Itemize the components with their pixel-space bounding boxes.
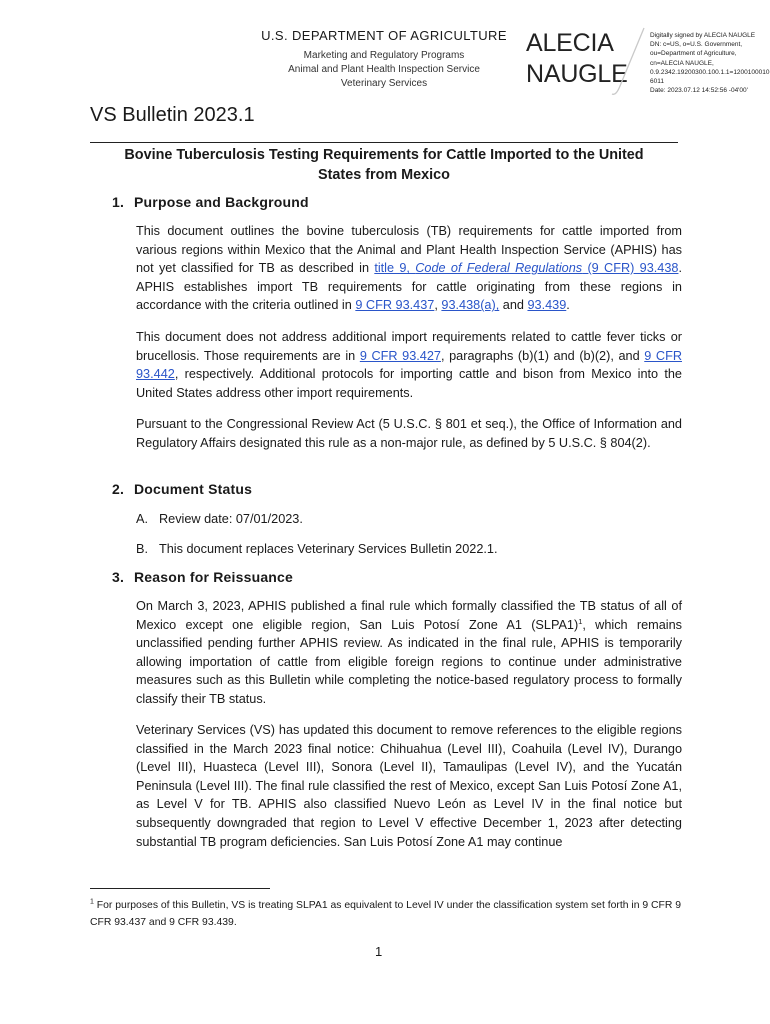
footnote — [90, 898, 682, 931]
section-heading — [112, 194, 309, 210]
digital-signature-block[interactable] — [650, 31, 770, 95]
paragraph-text: , — [434, 298, 442, 313]
signer-last-name: NAUGLE — [526, 60, 628, 88]
document-title-line: Bovine Tuberculosis Testing Requirements for Cattle Imported to the United — [124, 147, 644, 163]
agency-line: Marketing and Regulatory Programs — [303, 50, 465, 61]
paragraph-text: This document outlines the bovine tuberculosis (TB) requirements for cattle imported from various regions within Mexico that the Animal and Plant Health Inspection Service (APHIS) has not yet classified for TB as described in — [136, 224, 682, 276]
paragraph — [136, 328, 682, 402]
paragraph-text: , which remains unclassified pending further APHIS review. As indicated in the final rule, APHIS is temporarily allowing importation of cattle from eligible foreign regions to continue under administrative measures such as this Bulletin while completing the notice-based regulatory process to formally classify their TB status. — [136, 617, 683, 706]
cfr-93-438a-link[interactable]: 93.438(a), — [441, 298, 500, 313]
signature-line: cn=ALECIA NAUGLE, — [650, 59, 714, 67]
cfr-93-439-link[interactable]: 93.439 — [527, 298, 567, 313]
paragraph-text: . — [566, 298, 570, 313]
title-divider — [90, 142, 678, 143]
section-heading-text: Document Status — [134, 481, 253, 497]
signature-stroke-icon — [606, 26, 650, 98]
document-title — [90, 146, 678, 185]
paragraph: Veterinary Services (VS) has updated this document to remove references to the eligible regions classified in the March 2023 final notice: Chihuahua (Level III), Coahuila (Level IV), Durango (Level III), Huasteca (Level III), Sonora (Level II), Tamaulipas (Level IV), and the Yucatán Peninsula (Level III). The final rule classified the rest of Mexico, except San Luis Potosí Zone A1, as Level V for TB. APHIS also classified Nuevo León as Level IV in the final notice but subsequently downgraded that region to Level V effective December 1, 2023 after detecting substantial TB program deficiencies. San Luis Potosí Zone A1 may continue — [136, 723, 682, 849]
paragraph-text: This document does not address additional import requirements related to cattle fever ticks or brucellosis. Those requirements are in — [136, 330, 682, 363]
footnote-text: For purposes of this Bulletin, VS is treating SLPA1 as equivalent to Level IV under the classification system set forth in 9 CFR 9 CFR 93.437 and 9 CFR 93.439. — [90, 900, 682, 928]
footnote-reference[interactable]: 1 — [578, 616, 583, 626]
agency-line: Animal and Plant Health Inspection Service — [288, 64, 480, 75]
list-item — [136, 510, 303, 528]
signature-line: 6011 — [650, 78, 664, 86]
list-item — [136, 540, 498, 558]
section-heading — [112, 569, 293, 585]
cfr-93-427-link[interactable]: 9 CFR 93.427 — [359, 348, 441, 363]
signature-line: Digitally signed by ALECIA NAUGLE — [650, 32, 756, 39]
cfr-93-442-link[interactable]: 9 CFR 93.442 — [136, 348, 682, 382]
section-number: 2. — [112, 481, 125, 497]
signature-line: ou=Department of Agriculture, — [650, 50, 737, 58]
signature-line: Date: 2023.07.12 14:52:56 -04'00' — [650, 87, 748, 95]
document-title-line: States from Mexico — [318, 166, 450, 183]
paragraph-text: , paragraphs (b)(1) and (b)(2), and — [440, 348, 645, 363]
list-label: A. — [136, 512, 148, 526]
list-text: Review date: 07/01/2023. — [159, 512, 303, 526]
paragraph — [136, 597, 682, 709]
section-heading-text: Reason for Reissuance — [134, 569, 294, 585]
paragraph-text: . APHIS establishes import TB requirements for cattle originating from these regions in accordance with the criteria outlined in — [136, 261, 682, 313]
department-name: U.S. DEPARTMENT OF AGRICULTURE — [261, 28, 507, 43]
agency-header — [250, 28, 518, 91]
section-number: 1. — [112, 194, 125, 210]
section-number: 3. — [112, 569, 125, 585]
signature-line: 0.9.2342.19200300.100.1.1=1200100010 — [650, 68, 770, 76]
signature-line: DN: c=US, o=U.S. Government, — [650, 41, 743, 49]
agency-line: Veterinary Services — [340, 78, 428, 89]
footnote-divider — [90, 888, 270, 889]
paragraph-text: , respectively. Additional protocols for importing cattle and bison from Mexico into the United States address other import requirements. — [136, 367, 682, 400]
signer-first-name: ALECIA — [526, 29, 614, 57]
paragraph — [136, 222, 682, 315]
bulletin-title: VS Bulletin 2023.1 — [90, 104, 255, 126]
footnote-marker: 1 — [90, 898, 94, 906]
list-text: This document replaces Veterinary Services Bulletin 2022.1. — [159, 542, 498, 556]
paragraph-text: On March 3, 2023, APHIS published a final rule which formally classified the TB status of all of Mexico except one eligible region, San Luis Potosí Zone A1 (SLPA1) — [136, 599, 682, 632]
paragraph: Pursuant to the Congressional Review Act (5 U.S.C. § 801 et seq.), the Office of Information and Regulatory Affairs designated this rule as a non-major rule, as defined by 5 U.S.C. § 804(2). — [136, 417, 682, 450]
section-heading-text: Purpose and Background — [134, 194, 309, 210]
paragraph-text: and — [499, 298, 528, 313]
page-number: 1 — [375, 944, 383, 959]
cfr-93-437-link[interactable]: 9 CFR 93.437 — [355, 298, 435, 313]
section-heading — [112, 481, 252, 497]
list-label: B. — [136, 542, 148, 556]
cfr-9-93-438-link[interactable]: title 9, Code of Federal Regulations (9 CFR) 93.438 — [374, 261, 679, 276]
